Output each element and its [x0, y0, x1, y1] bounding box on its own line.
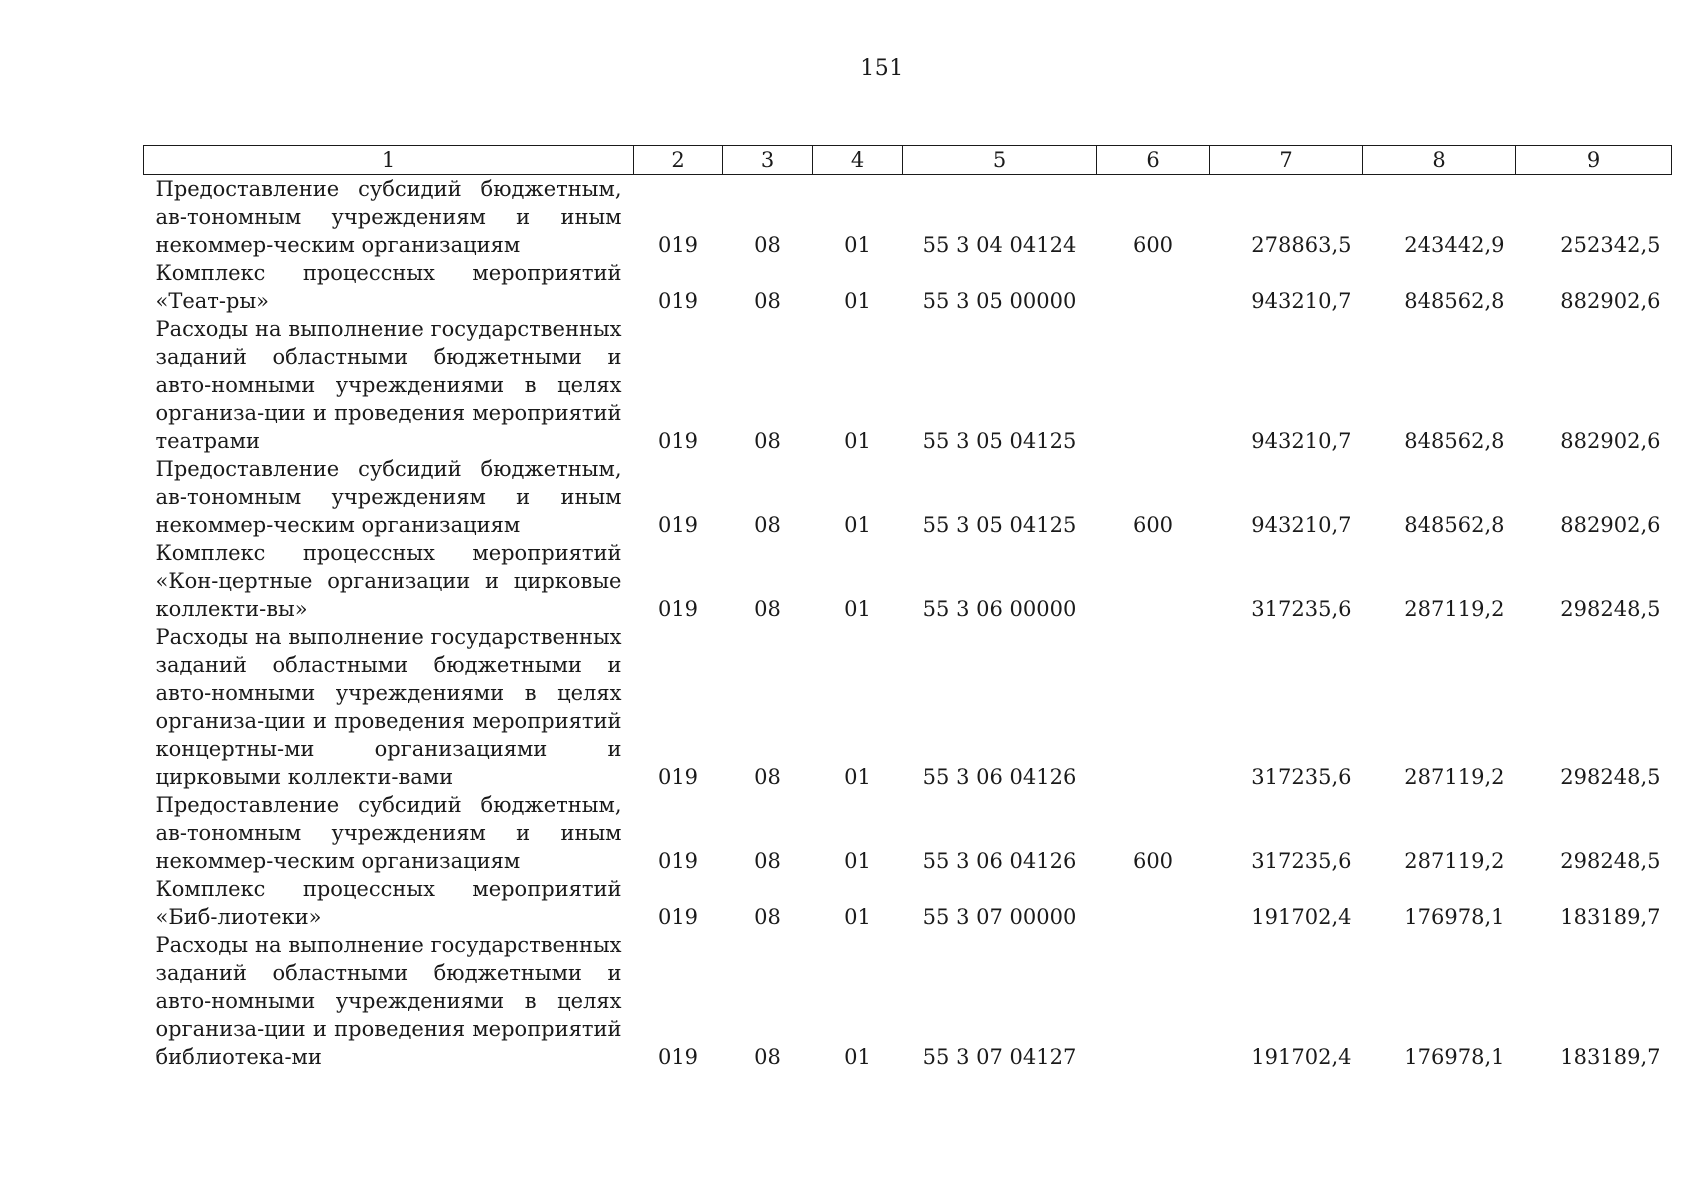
expense-type-cell — [1097, 931, 1210, 1071]
section-code-cell: 08 — [754, 429, 781, 453]
target-article-cell: 55 3 07 00000 — [922, 905, 1077, 929]
expense-type-cell — [1097, 623, 1210, 791]
table-row — [144, 455, 1672, 539]
expense-type-cell — [1097, 315, 1210, 455]
amount-col7-cell: 191702,4 — [1251, 905, 1352, 929]
table-row — [144, 539, 1672, 623]
expense-name-cell: Расходы на выполнение государственных заданий областными бюджетными и авто-номными учреждениями в целях организа-ции и проведения мероприятий театрами — [155, 317, 622, 453]
amount-col8-cell: 176978,1 — [1404, 1045, 1505, 1069]
amount-col8-cell: 848562,8 — [1404, 289, 1505, 313]
amount-col7-cell: 943210,7 — [1251, 429, 1352, 453]
section-code-cell: 08 — [754, 765, 781, 789]
section-code-cell: 08 — [754, 289, 781, 313]
ministry-code-cell: 019 — [657, 289, 699, 313]
amount-col8-cell: 287119,2 — [1404, 849, 1505, 873]
table-row — [144, 931, 1672, 1071]
expense-type-cell — [1097, 259, 1210, 315]
section-code-cell: 08 — [754, 597, 781, 621]
section-code-cell: 08 — [754, 233, 781, 257]
subsection-code-cell: 01 — [844, 289, 871, 313]
expense-name-cell: Комплекс процессных мероприятий «Теат-ры» — [155, 261, 622, 313]
expense-name-cell: Комплекс процессных мероприятий «Биб-лиотеки» — [155, 877, 622, 929]
amount-col7-cell: 317235,6 — [1251, 849, 1352, 873]
ministry-code-cell: 019 — [657, 849, 699, 873]
column-header-9: 9 — [1516, 146, 1672, 175]
subsection-code-cell: 01 — [844, 849, 871, 873]
expense-name-cell: Предоставление субсидий бюджетным, ав-тономным учреждениям и иным некоммер-ческим организациям — [155, 177, 622, 257]
amount-col8-cell: 243442,9 — [1404, 233, 1505, 257]
amount-col7-cell: 943210,7 — [1251, 289, 1352, 313]
table-row — [144, 259, 1672, 315]
amount-col9-cell: 252342,5 — [1560, 233, 1661, 257]
column-header-2: 2 — [634, 146, 723, 175]
table-row — [144, 175, 1672, 260]
expense-type-cell: 600 — [1132, 849, 1174, 873]
column-header-5: 5 — [903, 146, 1097, 175]
section-code-cell: 08 — [754, 1045, 781, 1069]
ministry-code-cell: 019 — [657, 233, 699, 257]
amount-col9-cell: 298248,5 — [1560, 597, 1661, 621]
target-article-cell: 55 3 06 00000 — [922, 597, 1077, 621]
amount-col7-cell: 191702,4 — [1251, 1045, 1352, 1069]
target-article-cell: 55 3 04 04124 — [922, 233, 1077, 257]
column-header-3: 3 — [723, 146, 813, 175]
column-header-4: 4 — [813, 146, 903, 175]
amount-col9-cell: 183189,7 — [1560, 1045, 1661, 1069]
amount-col7-cell: 317235,6 — [1251, 597, 1352, 621]
amount-col8-cell: 848562,8 — [1404, 429, 1505, 453]
target-article-cell: 55 3 05 00000 — [922, 289, 1077, 313]
table-row — [144, 875, 1672, 931]
amount-col7-cell: 317235,6 — [1251, 765, 1352, 789]
expense-name-cell: Предоставление субсидий бюджетным, ав-тономным учреждениям и иным некоммер-ческим организациям — [155, 793, 622, 873]
column-header-8: 8 — [1363, 146, 1516, 175]
expense-type-cell: 600 — [1132, 233, 1174, 257]
section-code-cell: 08 — [754, 905, 781, 929]
column-header-6: 6 — [1097, 146, 1210, 175]
subsection-code-cell: 01 — [844, 1045, 871, 1069]
column-header-1: 1 — [144, 146, 634, 175]
ministry-code-cell: 019 — [657, 513, 699, 537]
amount-col8-cell: 287119,2 — [1404, 765, 1505, 789]
amount-col7-cell: 943210,7 — [1251, 513, 1352, 537]
amount-col8-cell: 848562,8 — [1404, 513, 1505, 537]
page-number: 151 — [860, 56, 904, 81]
expense-type-cell: 600 — [1132, 513, 1174, 537]
expense-name-cell: Комплекс процессных мероприятий «Кон-цертные организации и цирковые коллекти-вы» — [155, 541, 622, 621]
target-article-cell: 55 3 06 04126 — [922, 765, 1077, 789]
subsection-code-cell: 01 — [844, 233, 871, 257]
ministry-code-cell: 019 — [657, 597, 699, 621]
amount-col9-cell: 183189,7 — [1560, 905, 1661, 929]
amount-col9-cell: 882902,6 — [1560, 429, 1661, 453]
amount-col9-cell: 298248,5 — [1560, 849, 1661, 873]
column-header-7: 7 — [1210, 146, 1363, 175]
amount-col9-cell: 298248,5 — [1560, 765, 1661, 789]
target-article-cell: 55 3 06 04126 — [922, 849, 1077, 873]
target-article-cell: 55 3 05 04125 — [922, 513, 1077, 537]
subsection-code-cell: 01 — [844, 905, 871, 929]
budget-table — [143, 145, 1672, 1071]
section-code-cell: 08 — [754, 513, 781, 537]
ministry-code-cell: 019 — [657, 905, 699, 929]
subsection-code-cell: 01 — [844, 597, 871, 621]
amount-col8-cell: 287119,2 — [1404, 597, 1505, 621]
subsection-code-cell: 01 — [844, 513, 871, 537]
target-article-cell: 55 3 05 04125 — [922, 429, 1077, 453]
expense-type-cell — [1097, 539, 1210, 623]
amount-col8-cell: 176978,1 — [1404, 905, 1505, 929]
target-article-cell: 55 3 07 04127 — [922, 1045, 1077, 1069]
table-row — [144, 791, 1672, 875]
section-code-cell: 08 — [754, 849, 781, 873]
table-header-row — [144, 146, 1672, 175]
subsection-code-cell: 01 — [844, 429, 871, 453]
ministry-code-cell: 019 — [657, 429, 699, 453]
expense-name-cell: Предоставление субсидий бюджетным, ав-тономным учреждениям и иным некоммер-ческим организациям — [155, 457, 622, 537]
ministry-code-cell: 019 — [657, 1045, 699, 1069]
table-row — [144, 315, 1672, 455]
subsection-code-cell: 01 — [844, 765, 871, 789]
table-row — [144, 623, 1672, 791]
amount-col7-cell: 278863,5 — [1251, 233, 1352, 257]
expense-type-cell — [1097, 875, 1210, 931]
amount-col9-cell: 882902,6 — [1560, 513, 1661, 537]
expense-name-cell: Расходы на выполнение государственных заданий областными бюджетными и авто-номными учреждениями в целях организа-ции и проведения мероприятий концертны-ми организациями и цирковыми коллекти-вами — [155, 625, 622, 789]
ministry-code-cell: 019 — [657, 765, 699, 789]
amount-col9-cell: 882902,6 — [1560, 289, 1661, 313]
expense-name-cell: Расходы на выполнение государственных заданий областными бюджетными и авто-номными учреждениями в целях организа-ции и проведения мероприятий библиотека-ми — [155, 933, 622, 1069]
